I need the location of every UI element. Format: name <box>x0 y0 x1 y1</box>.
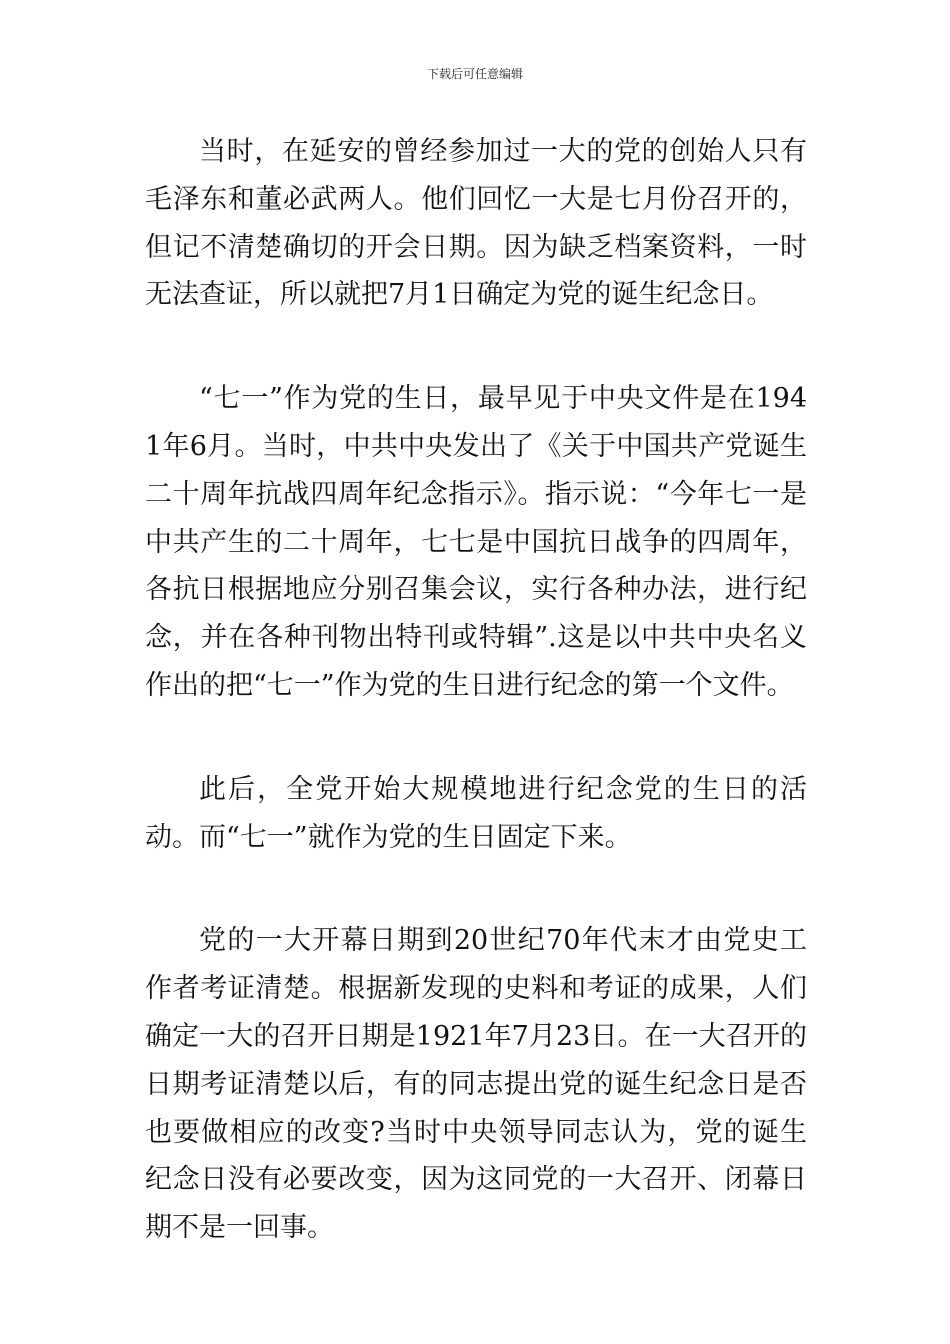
page-header: 下载后可任意编辑 <box>426 67 523 81</box>
paragraph-spacer <box>145 710 807 766</box>
paragraph-1: 当时，在延安的曾经参加过一大的党的创始人只有毛泽东和董必武两人。他们回忆一大是七月份召开的，但记不清楚确切的开会日期。因为缺乏档案资料，一时无法查证，所以就把7月1日确定为党的诞生纪念日。 <box>145 136 807 311</box>
paragraph-spacer <box>145 319 807 375</box>
document-body <box>145 128 807 1252</box>
paragraph-3: 此后，全党开始大规模地进行纪念党的生日的活动。而“七一”就作为党的生日固定下来。 <box>145 773 807 853</box>
paragraph-spacer <box>145 861 807 917</box>
paragraph-2: “七一”作为党的生日，最早见于中央文件是在1941年6月。当时，中共中央发出了《关于中国共产党诞生二十周年抗战四周年纪念指示》。指示说：“今年七一是中共产生的二十周年，七七是中国抗日战争的四周年，各抗日根据地应分别召集会议，实行各种办法，进行纪念，并在各种刊物出特刊或特辑”.这是以中共中央名义作出的把“七一”作为党的生日进行纪念的第一个文件。 <box>145 383 807 701</box>
paragraph-4: 党的一大开幕日期到20世纪70年代末才由党史工作者考证清楚。根据新发现的史料和考证的成果，人们确定一大的召开日期是1921年7月23日。在一大召开的日期考证清楚以后，有的同志提出党的诞生纪念日是否也要做相应的改变?当时中央领导同志认为，党的诞生纪念日没有必要改变，因为这同党的一大召开、闭幕日期不是一回事。 <box>145 925 807 1244</box>
